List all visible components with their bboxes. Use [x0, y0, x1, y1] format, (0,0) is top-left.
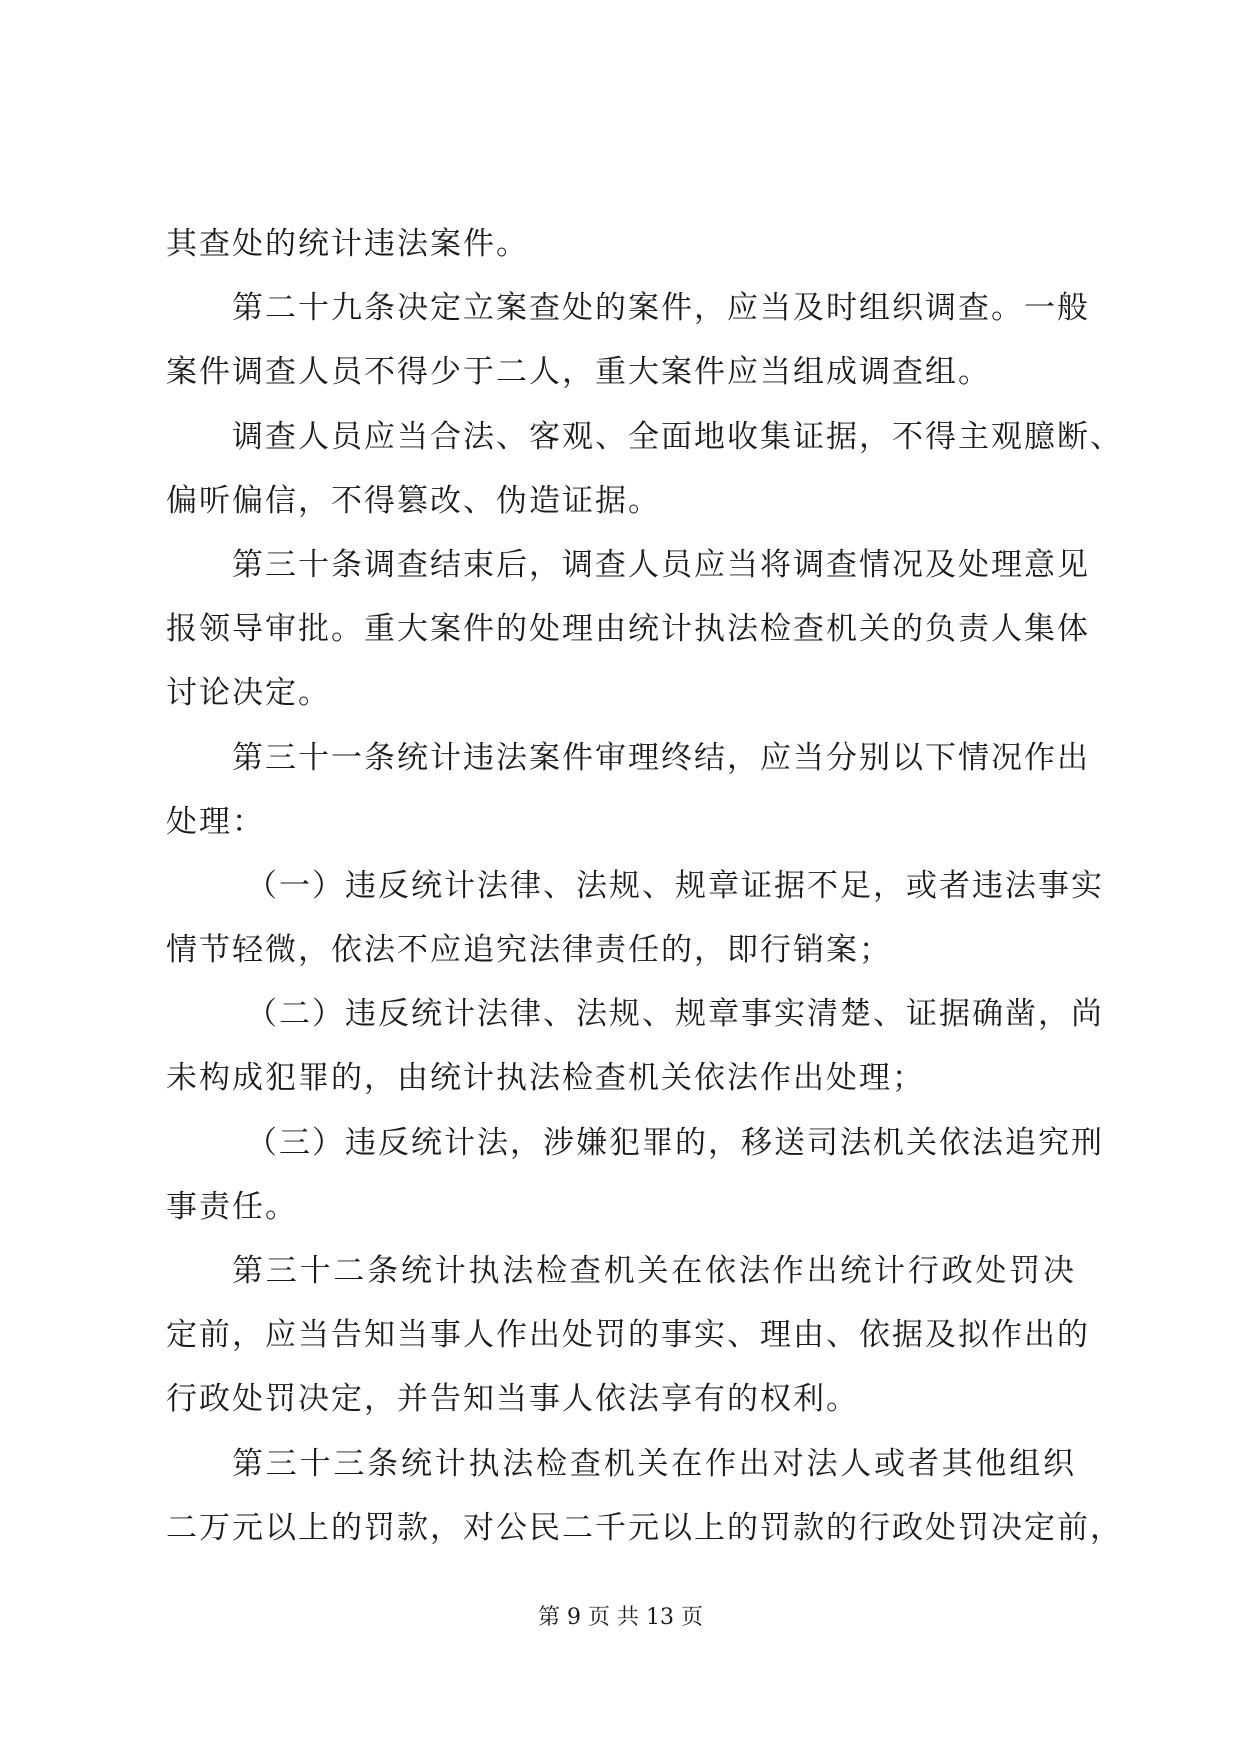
paragraph-line: （二）违反统计法律、法规、规章事实清楚、证据确凿，尚 [246, 996, 1104, 1033]
document-body [166, 226, 1123, 1574]
paragraph-line: 第三十三条统计执法检查机关在作出对法人或者其他组织 [232, 1445, 1076, 1482]
paragraph-line: 讨论决定。 [166, 675, 331, 712]
paragraph-line: 第三十条调查结束后，调查人员应当将调查情况及处理意见 [232, 546, 1090, 583]
page-number-footer: 第 9 页 共 13 页 [538, 1605, 703, 1630]
paragraph-line: 第三十一条统计违法案件审理终结，应当分别以下情况作出 [232, 739, 1090, 776]
paragraph-line: 报领导审批。重大案件的处理由统计执法检查机关的负责人集体 [166, 611, 1090, 648]
paragraph-line: （三）违反统计法，涉嫌犯罪的，移送司法机关依法追究刑 [246, 1124, 1104, 1161]
paragraph-line: 情节轻微，依法不应追究法律责任的，即行销案； [166, 932, 892, 969]
paragraph-line: 偏听偏信，不得篡改、伪造证据。 [166, 482, 661, 519]
paragraph-line: 行政处罚决定，并告知当事人依法享有的权利。 [166, 1381, 859, 1418]
paragraph-line: 事责任。 [166, 1188, 298, 1225]
paragraph-line: 其查处的统计违法案件。 [166, 226, 529, 262]
paragraph-line: 二万元以上的罚款，对公民二千元以上的罚款的行政处罚决定前， [166, 1509, 1123, 1546]
paragraph-line: 定前，应当告知当事人作出处罚的事实、理由、依据及拟作出的 [166, 1317, 1090, 1354]
paragraph-line: 处理： [166, 803, 265, 840]
paragraph-line: 第二十九条决定立案查处的案件，应当及时组织调查。一般 [232, 290, 1090, 327]
paragraph-line: （一）违反统计法律、法规、规章证据不足，或者违法事实 [246, 867, 1104, 904]
paragraph-line: 案件调查人员不得少于二人，重大案件应当组成调查组。 [166, 354, 991, 391]
paragraph-line: 第三十二条统计执法检查机关在依法作出统计行政处罚决 [232, 1253, 1076, 1289]
paragraph-line: 未构成犯罪的，由统计执法检查机关依法作出处理； [166, 1060, 925, 1097]
paragraph-line: 调查人员应当合法、客观、全面地收集证据，不得主观臆断、 [232, 418, 1123, 455]
